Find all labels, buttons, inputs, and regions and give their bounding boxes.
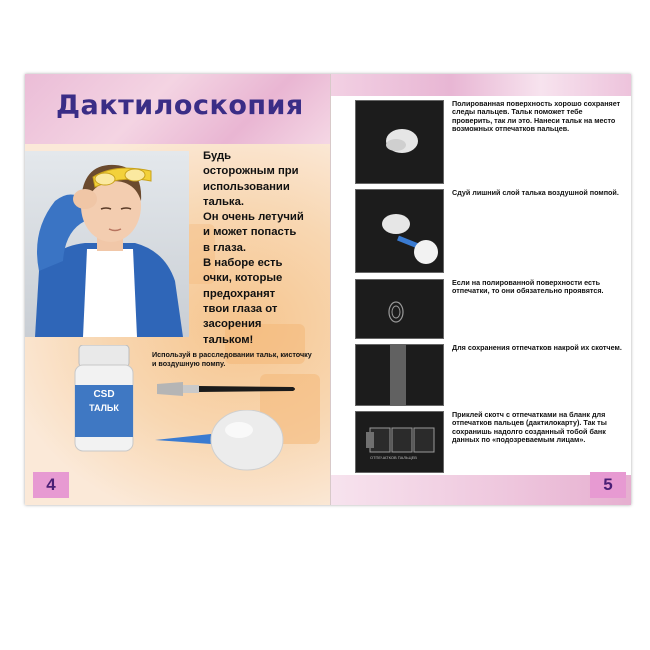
warning-line: В наборе есть <box>203 257 283 270</box>
page-number-left: 4 <box>33 472 69 498</box>
pink-grunge-bottom <box>331 475 631 505</box>
step-3-image <box>355 279 444 339</box>
warning-line: твои глаза от <box>203 302 278 315</box>
page-number-right: 5 <box>590 472 626 498</box>
air-pump-icon <box>155 410 285 472</box>
book-spread <box>25 74 631 505</box>
step-1-image <box>355 100 444 184</box>
warning-line: Будь <box>203 150 232 162</box>
step-2-text: Сдуй лишний слой талька воздушной помпой. <box>452 188 619 197</box>
talc-warning-text <box>203 149 325 348</box>
warning-line: предохранят <box>203 287 276 300</box>
warning-line: в глаза. <box>203 241 246 254</box>
fingerprint-card-label: ОТПЕЧАТКОВ ПАЛЬЦЕВ <box>370 455 417 460</box>
warning-line: и может попасть <box>203 226 297 239</box>
talc-jar <box>73 345 135 453</box>
warning-line: талька. <box>203 195 245 208</box>
step-4-text: Для сохранения отпечатков накрой их скотчем. <box>452 343 622 352</box>
right-page <box>331 74 631 505</box>
pink-grunge-top <box>331 74 631 96</box>
warning-line: засорения <box>203 318 262 331</box>
step-5-image <box>355 411 444 473</box>
step-1-text: Полированная поверхность хорошо сохраняет следы пальцев. Тальк поможет тебе проверить, так ли это. Нанеси тальк на место возможных отпечатков пальцев. <box>452 99 621 134</box>
boy-with-goggles-photo <box>25 151 189 337</box>
left-page <box>25 74 330 505</box>
step-2-image <box>355 189 444 273</box>
jar-brand-label: CSD <box>93 389 115 400</box>
step-3-text: Если на полированной поверхности есть отпечатки, то они обязательно проявятся. <box>452 278 604 296</box>
step-4-image <box>355 344 444 406</box>
jar-talc-label: ТАЛЬК <box>89 403 119 413</box>
warning-line: Он очень летучий <box>203 211 304 224</box>
page-title: Дактилоскопия <box>56 90 304 121</box>
warning-line: осторожным при <box>203 165 299 178</box>
tools-caption: Используй в расследовании тальк, кисточку и воздушную помпу. <box>152 350 312 368</box>
warning-line: тальком! <box>203 333 254 346</box>
warning-line: очки, которые <box>203 272 283 285</box>
step-5-text: Приклей скотч с отпечатками на бланк для отпечатков пальцев (дактилокарту). Так ты сохранишь надолго созданный тобой банк данных по «подозреваемым лицам». <box>452 410 607 445</box>
brush-icon <box>157 378 297 400</box>
warning-line: использовании <box>203 180 290 193</box>
